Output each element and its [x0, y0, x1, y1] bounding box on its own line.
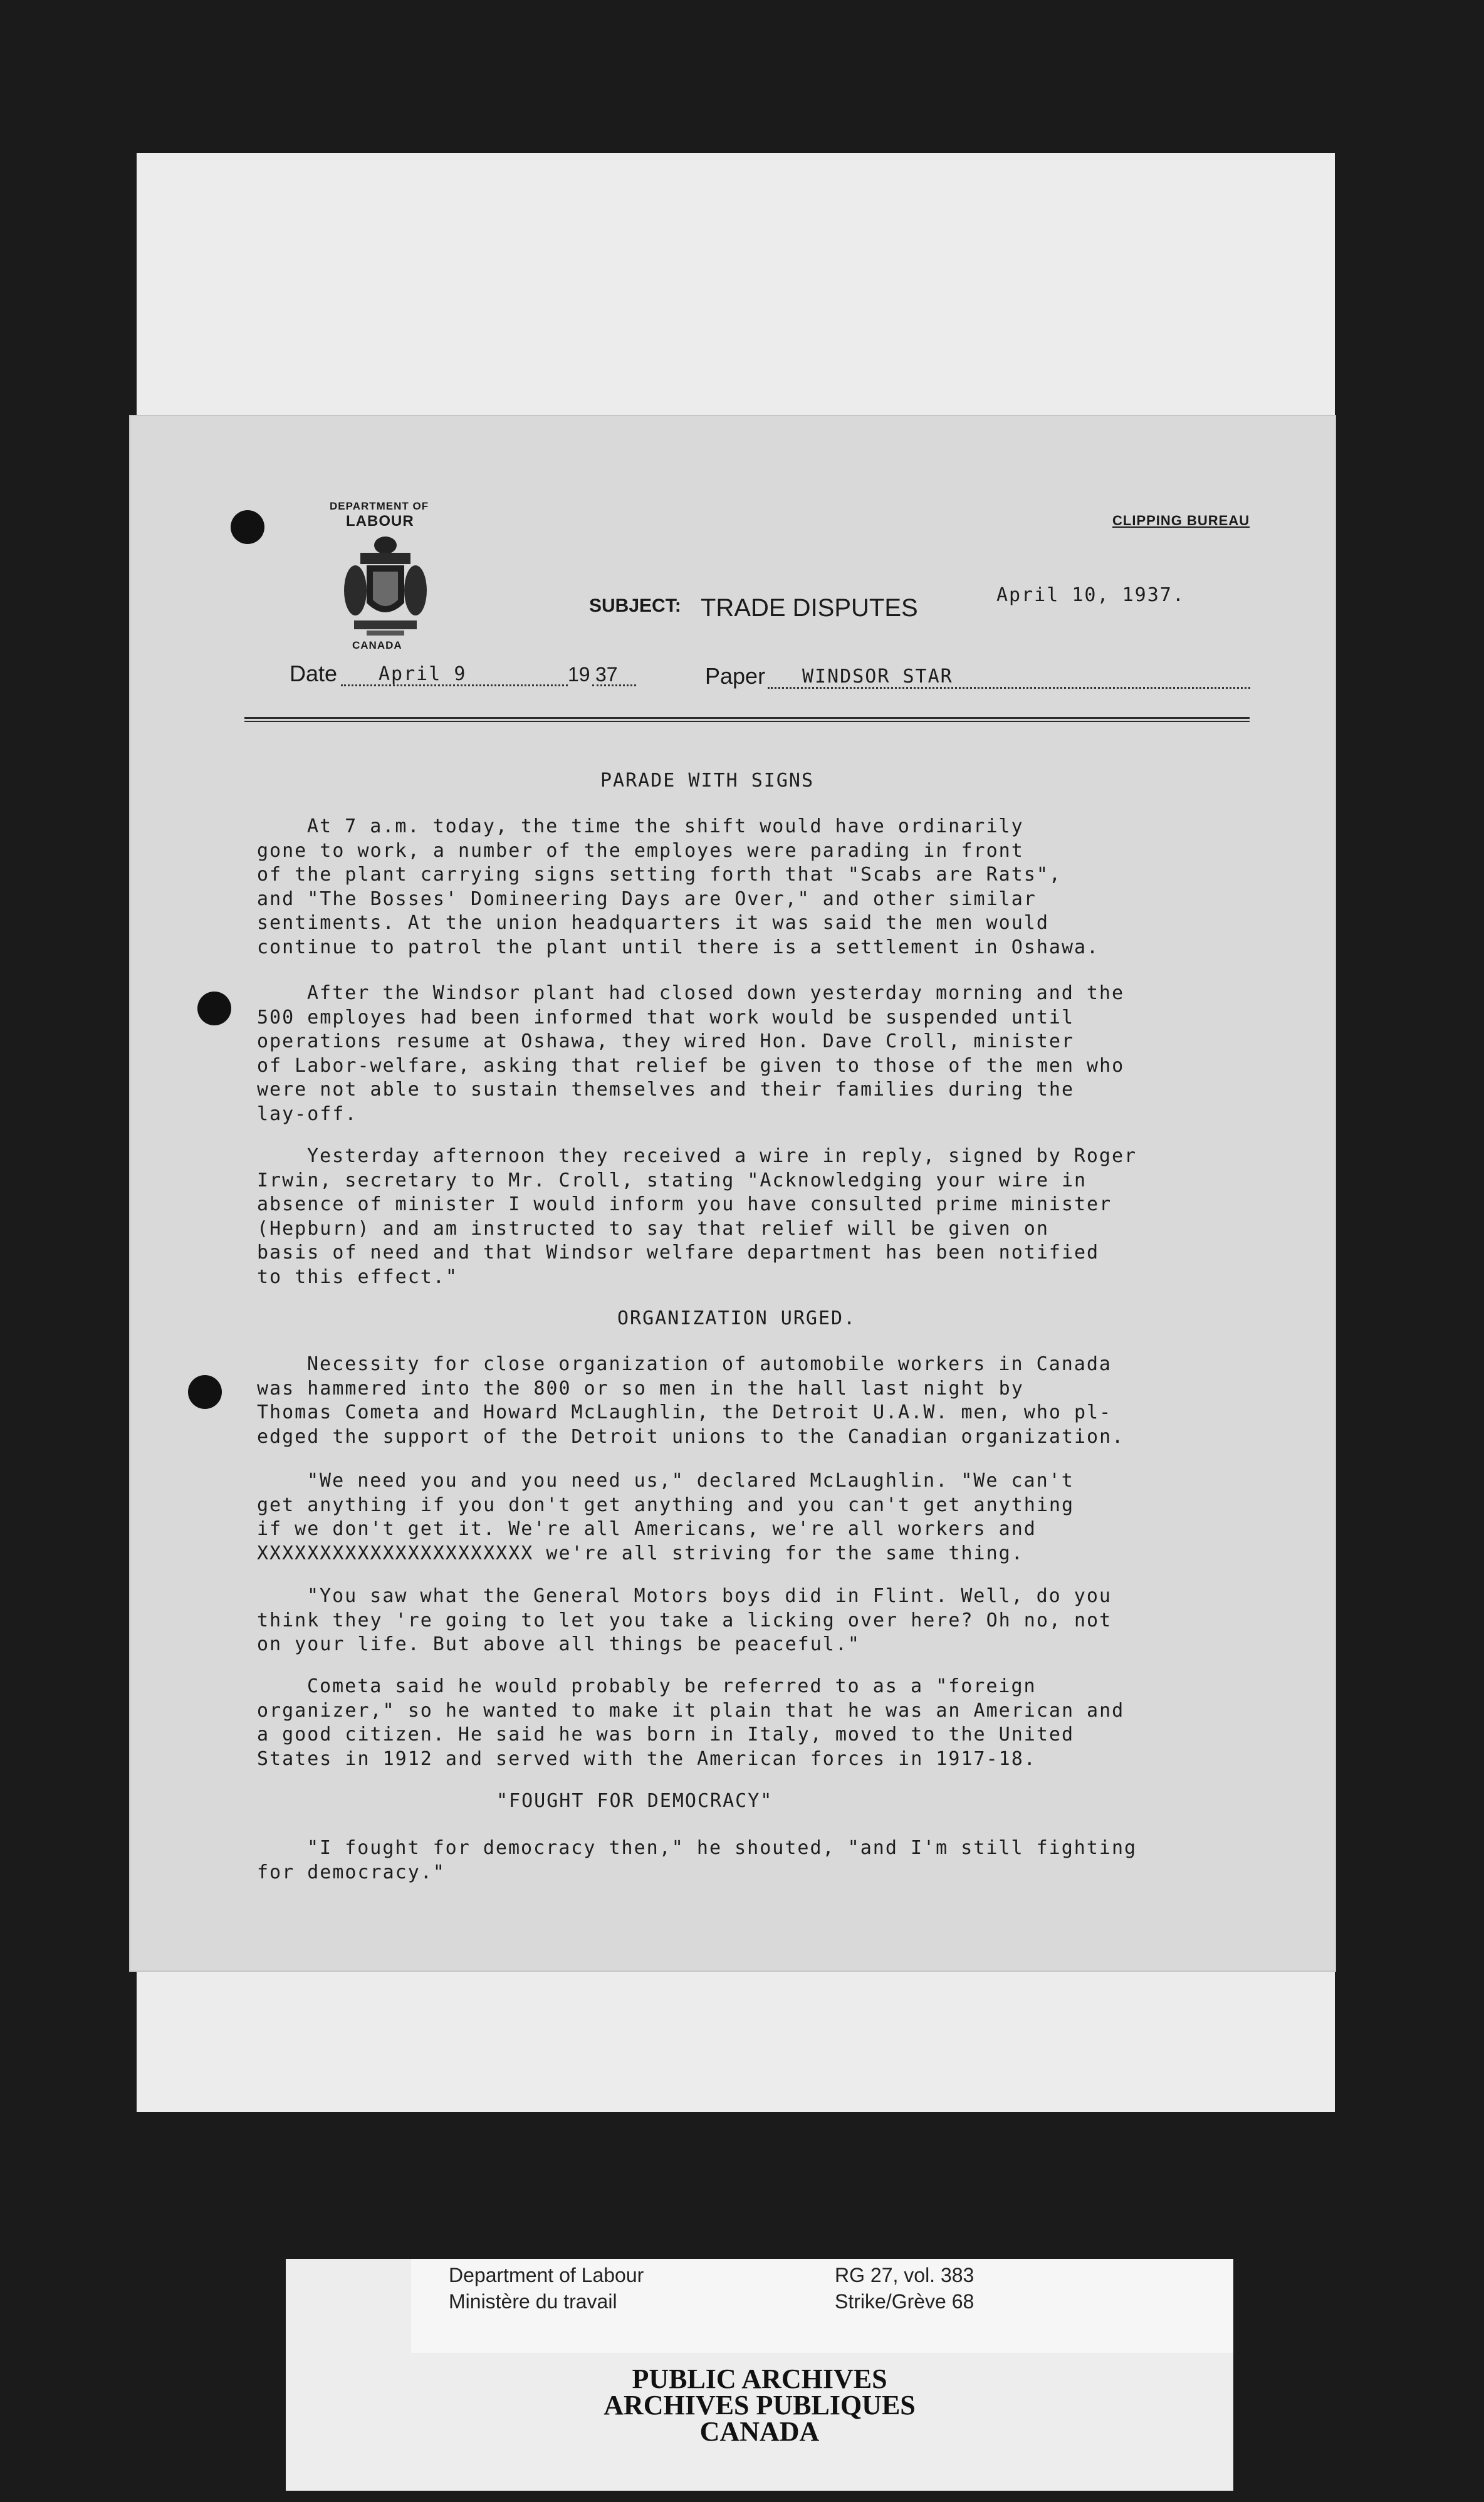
archive-dept-en: Department of Labour — [449, 2264, 644, 2286]
heading-fought-for-democracy: "FOUGHT FOR DEMOCRACY" — [496, 1790, 773, 1812]
paragraph-4 — [257, 1353, 1260, 1449]
p2-line: operations resume at Oshawa, they wired Hon. Dave Croll, minister — [257, 1030, 1074, 1052]
paragraph-8 — [257, 1836, 1260, 1885]
p1-line: and "The Bosses' Domineering Days are Over," and other similar — [257, 887, 1037, 910]
p4-line: Necessity for close organization of automobile workers in Canada — [307, 1353, 1112, 1375]
p3-line: (Hepburn) and am instructed to say that relief will be given on — [257, 1217, 1049, 1240]
p2-line: 500 employes had been informed that work would be suspended until — [257, 1006, 1074, 1029]
p3-line: Yesterday afternoon they received a wire in reply, signed by Roger — [307, 1145, 1137, 1167]
p6-line: on your life. But above all things be peaceful." — [257, 1633, 860, 1655]
archive-dept-fr: Ministère du travail — [449, 2290, 617, 2313]
stamp-date: April 10, 1937. — [996, 584, 1185, 606]
subject-value: TRADE DISPUTES — [701, 594, 918, 622]
p1-line: gone to work, a number of the employes were parading in front — [257, 839, 1024, 862]
canada-title: CANADA — [699, 2416, 820, 2447]
department-line1: DEPARTMENT OF — [330, 500, 429, 512]
paragraph-5 — [257, 1469, 1260, 1566]
date-label: Date — [290, 661, 338, 686]
punch-hole-top — [231, 510, 264, 544]
header-rule — [244, 717, 1250, 719]
p2-line: were not able to sustain themselves and their families during the — [257, 1079, 1074, 1101]
p4-line: was hammered into the 800 or so men in the hall last night by — [257, 1377, 1024, 1400]
p7-line: States in 1912 and served with the American forces in 1917-18. — [257, 1747, 1037, 1770]
p5-line: get anything if you don't get anything and you can't get anything — [257, 1494, 1074, 1516]
paragraph-1 — [257, 815, 1260, 960]
p7-line: a good citizen. He said he was born in Italy, moved to the United — [257, 1724, 1074, 1746]
department-line3: CANADA — [352, 639, 402, 651]
p5-line: if we don't get it. We're all Americans, we're all workers and — [257, 1518, 1037, 1540]
p5-line: "We need you and you need us," declared McLaughlin. "We can't — [307, 1470, 1074, 1492]
p1-line: sentiments. At the union headquarters it was said the men would — [257, 912, 1049, 934]
paragraph-7 — [257, 1675, 1260, 1771]
p2-line: lay-off. — [257, 1102, 358, 1125]
canada-coat-of-arms-icon — [342, 534, 429, 641]
archive-rg: RG 27, vol. 383 — [835, 2264, 975, 2286]
p1-line: At 7 a.m. today, the time the shift would have ordinarily — [307, 815, 1024, 837]
header-rule-2 — [244, 721, 1250, 722]
p3-line: absence of minister I would inform you have consulted prime minister — [257, 1193, 1112, 1215]
archive-strike: Strike/Grève 68 — [835, 2290, 975, 2313]
clipping-bureau: CLIPPING BUREAU — [1112, 513, 1250, 528]
paragraph-3 — [257, 1144, 1260, 1289]
heading-organization-urged: ORGANIZATION URGED. — [617, 1307, 857, 1329]
heading-parade-with-signs: PARADE WITH SIGNS — [600, 770, 815, 792]
p4-line: edged the support of the Detroit unions to the Canadian organization. — [257, 1425, 1125, 1448]
punch-hole-middle — [197, 992, 231, 1025]
year-value: 37 — [595, 663, 618, 686]
p3-line: basis of need and that Windsor welfare department has been notified — [257, 1242, 1100, 1264]
p1-line: continue to patrol the plant until there is a settlement in Oshawa. — [257, 936, 1100, 958]
p3-line: Irwin, secretary to Mr. Croll, stating "Acknowledging your wire in — [257, 1169, 1087, 1191]
paper-label: Paper — [705, 663, 766, 689]
paragraph-6 — [257, 1584, 1260, 1657]
subject-label: SUBJECT: — [589, 595, 681, 616]
p3-line: to this effect." — [257, 1265, 458, 1288]
paper-value: WINDSOR STAR — [802, 666, 953, 688]
date-value: April 9 — [379, 663, 467, 685]
archives-publiques-title: ARCHIVES PUBLIQUES — [604, 2390, 916, 2421]
p8-line: "I fought for democracy then," he shouted, "and I'm still fighting — [307, 1837, 1137, 1859]
p6-line: "You saw what the General Motors boys did in Flint. Well, do you — [307, 1585, 1112, 1607]
punch-hole-bottom — [188, 1375, 222, 1409]
p2-line: of Labor-welfare, asking that relief be given to those of the men who — [257, 1054, 1125, 1077]
department-line2: LABOUR — [346, 513, 414, 530]
p8-line: for democracy." — [257, 1861, 446, 1883]
p6-line: think they 're going to let you take a licking over here? Oh no, not — [257, 1609, 1112, 1631]
p1-line: of the plant carrying signs setting forth that "Scabs are Rats", — [257, 864, 1062, 886]
p7-line: Cometa said he would probably be referred to as a "foreign — [307, 1675, 1037, 1697]
paragraph-2 — [257, 981, 1260, 1126]
p7-line: organizer," so he wanted to make it plain that he was an American and — [257, 1699, 1125, 1722]
p2-line: After the Windsor plant had closed down yesterday morning and the — [307, 982, 1124, 1004]
p5-line: XXXXXXXXXXXXXXXXXXXXXX we're all striving for the same thing. — [257, 1542, 1024, 1564]
public-archives-title: PUBLIC ARCHIVES — [632, 2363, 887, 2394]
p4-line: Thomas Cometa and Howard McLaughlin, the Detroit U.A.W. men, who pl- — [257, 1401, 1112, 1423]
year-prefix: 19 — [568, 663, 590, 686]
